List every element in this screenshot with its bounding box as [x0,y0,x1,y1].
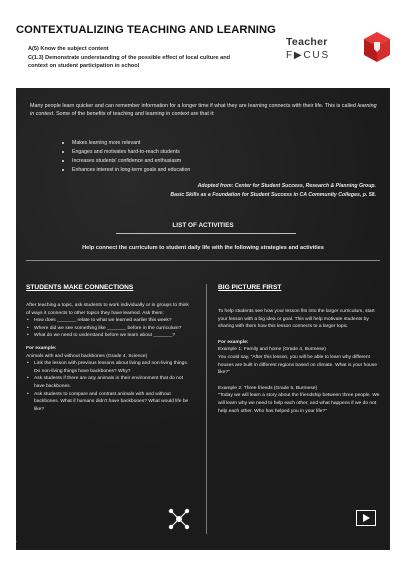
big-picture-first-heading: BIG PICTURE FIRST [218,284,282,291]
network-icon [168,508,190,530]
example-1-text: You could say, "After this lesson, you will be able to learn why different houses are built in different regions based on climate. What is your house like?" [218,354,377,376]
students-make-connections-heading: STUDENTS MAKE CONNECTIONS [26,284,134,291]
adopted-from-line2: Basic Skills as a Foundation for Student Success in CA Community Colleges, p. 58. [170,192,376,198]
activities-help-text: Help connect the curriculum to student daily life with the following strategies and activities [82,245,324,251]
video-icon [356,510,376,526]
divider [116,233,296,234]
benefit-item: Increases students' confidence and enthusiasm [62,158,181,164]
right-column [218,308,380,415]
example-title: Animals with and without backbones (Grade 4, Science) [26,353,148,359]
logo-line1: Teacher [286,36,328,48]
example-label: For example: [26,345,57,351]
right-intro: To help students see how your lesson fits into the larger curriculum, start your lesson with a big idea or goal. This will help motivate students by sharing with them how this lesson connects to a larger topic. [218,309,375,330]
example-item: • Ask students to compare and contrast animals with and without backbones. What if humans didn't have backbones? What would life be like? [26,391,194,414]
benefit-item: Makes learning more relevant [62,140,140,146]
chalkboard-panel [16,88,390,550]
red-cube-icon [364,32,390,62]
divider [26,260,380,261]
activities-heading: LIST OF ACTIVITIES [172,222,234,229]
example-1-title: Example 1: Family and home (Grade 4, Burmese) [218,347,326,353]
adopted-from-line1: Adopted from: Center for Student Success, Research & Planning Group. [197,183,376,189]
teacher-focus-logo [286,36,386,72]
benefit-item: Enhances interest in long-term goals and education [62,167,190,173]
example-2-title: Example 2: Three friends (Grade 5, Burmese) [218,385,318,391]
example-item: • Link the lesson with previous lessons about living and non-living things. Do non-living things have backbones? Why? [26,360,194,375]
logo-line2: F▶CUS [286,50,330,61]
column-divider [206,284,207,534]
page-number: 1 [14,538,17,544]
question-item: • How does _______ relate to what we learned earlier this week? [26,317,194,325]
objective-1: A(5) Know the subject content [28,46,109,52]
example-label: For example: [218,339,249,345]
example-2-text: "Today we will learn a story about the friendship between three people. We will learn why we need to help each other, and what happens if we do not help each other. Who has helped you in your life?" [218,393,380,414]
objective-2: C(1.3) Demonstrate understanding of the possible effect of local culture and [28,55,231,61]
intro-paragraph: Many people learn quicker and can remember information for a longer time if what they are learning connects with their life. This is called learning in context. Some of the benefits of teaching and learning in context are that it: [30,103,377,118]
page-title: CONTEXTUALIZING TEACHING AND LEARNING [16,24,276,36]
header [0,0,406,88]
objective-3: context on student participation in school [28,63,140,69]
question-item: • Where did we see something like _______ before in the curriculum? [26,325,194,333]
benefit-item: Engages and motivates hard-to-reach students [62,149,180,155]
example-item: • Ask students if there are any animals in their environment that do not have backbones. [26,375,194,390]
question-item: • What do we need to understand before we learn about _______? [26,332,194,340]
left-intro: After teaching a topic, ask students to work individually or in groups to think of ways it connects to other topics they have learned. Ask them: [26,303,189,316]
left-column [26,302,194,413]
